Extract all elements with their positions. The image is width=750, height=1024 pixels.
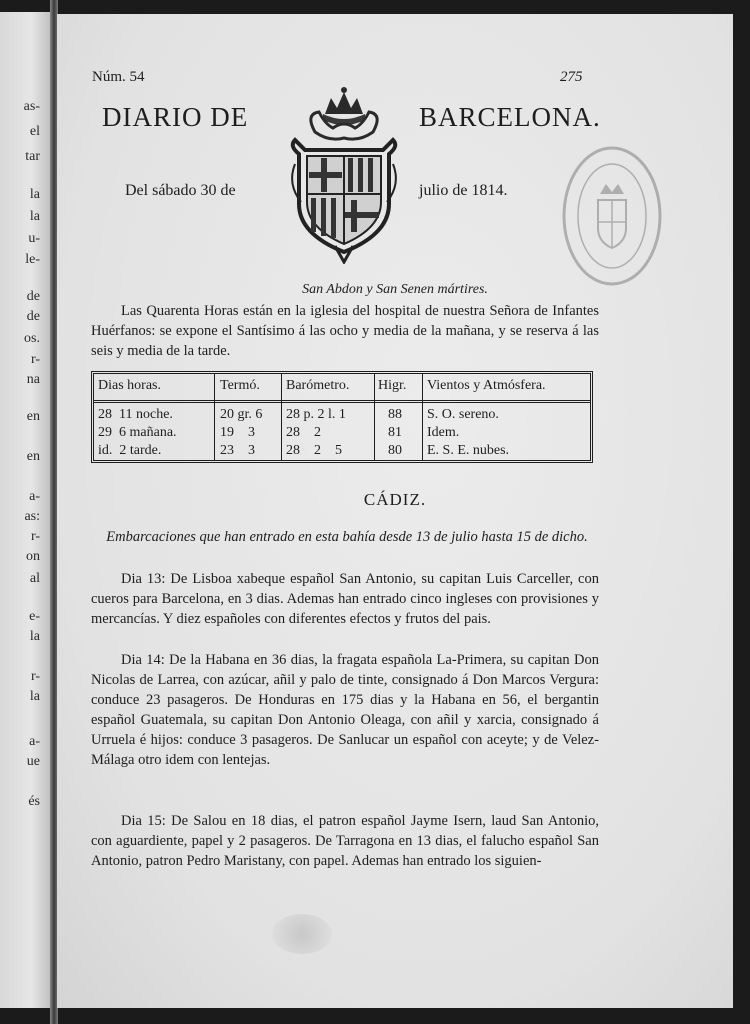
table-cell: Idem. bbox=[427, 425, 460, 440]
weather-header-thermo: Termó. bbox=[220, 378, 260, 393]
masthead-title-left: DIARIO DE bbox=[102, 102, 249, 132]
left-page-fragment: al bbox=[29, 571, 40, 586]
left-page-fragment: el bbox=[29, 124, 40, 139]
weather-header-days: Dias horas. bbox=[98, 378, 161, 393]
left-page-fragment: on bbox=[26, 549, 40, 564]
date-left: Del sábado 30 de bbox=[125, 182, 236, 199]
masthead-title-right: BARCELONA. bbox=[419, 102, 601, 132]
newspaper-page bbox=[57, 14, 733, 1008]
table-cell: 19 3 bbox=[220, 425, 255, 440]
left-page-fragment: de bbox=[26, 309, 40, 324]
weather-header-winds: Vientos y Atmósfera. bbox=[427, 378, 546, 393]
table-cell: id. 2 tarde. bbox=[98, 443, 162, 458]
left-page-fragment: r- bbox=[30, 529, 40, 544]
left-page-fragment: la bbox=[29, 209, 40, 224]
left-page-fragment: la bbox=[29, 187, 40, 202]
table-cell: 88 bbox=[388, 407, 402, 422]
table-cell: 80 bbox=[388, 443, 402, 458]
date-right: julio de 1814. bbox=[419, 182, 508, 199]
weather-header-barometer: Barómetro. bbox=[286, 378, 350, 393]
section-subtitle: Embarcaciones que han entrado en esta bahía desde 13 de julio hasta 15 de dicho. bbox=[106, 529, 588, 545]
table-cell: 28 11 noche. bbox=[98, 407, 173, 422]
paragraph-quarenta-horas: Las Quarenta Horas están en la iglesia del hospital de nuestra Señora de Infantes Huérfanos: se expone el Santísimo á las ocho y media de la mañana, y se reserva á las seis y media de la tarde. bbox=[91, 303, 599, 359]
left-page-fragment: en bbox=[26, 449, 40, 464]
table-cell: 29 6 mañana. bbox=[98, 425, 177, 440]
left-page-fragment: a- bbox=[29, 489, 40, 504]
left-page-fragment: en bbox=[26, 409, 40, 424]
left-page-fragment: os. bbox=[24, 331, 40, 346]
left-page-fragment: tar bbox=[25, 149, 40, 164]
left-page-fragment: ue bbox=[26, 754, 40, 769]
paragraph-dia-13: Dia 13: De Lisboa xabeque español San Antonio, su capitan Luis Carceller, con cueros para Barcelona, en 3 dias. Ademas han entrado cinco ingleses con provisiones y mercancías. Y diez españoles con diferentes efectos y frutos del pais. bbox=[91, 571, 599, 627]
left-page-fragment: la bbox=[29, 629, 40, 644]
ink-smudge bbox=[272, 914, 332, 954]
paragraph-dia-14: Dia 14: De la Habana en 36 dias, la fragata española La-Primera, su capitan Don Nicolas de Larrea, con azúcar, añil y palo de tinte, consignado á Don Marcos Vergura: conduce 23 pasageros. De Honduras en 175 dias y la Habana en 56, el bergantin español Guatemala, su capitan Don Antonio Oleaga, con añil y xarcia, consignado á Urruela é hijos: conduce 3 pasageros. De Sanlucar un español con aceyte; y de Velez-Málaga otro idem con lentejas. bbox=[91, 652, 599, 768]
table-cell: E. S. E. nubes. bbox=[427, 443, 510, 458]
left-page-fragment: és bbox=[28, 794, 40, 809]
table-cell: 28 2 5 bbox=[286, 443, 342, 458]
saints-of-the-day: San Abdon y San Senen mártires. bbox=[302, 282, 488, 297]
left-page-fragment: a- bbox=[29, 734, 40, 749]
left-page-fragment: as- bbox=[23, 99, 40, 114]
paragraph-dia-15: Dia 15: De Salou en 18 dias, el patron español Jayme Isern, laud San Antonio, con aguardiente, papel y 2 pasageros. De Tarragona en 13 dias, el falucho español San Antonio, patron Pedro Maristany, con papel. Ademas han entrado los siguien- bbox=[91, 813, 599, 869]
issue-number: Núm. 54 bbox=[92, 69, 145, 85]
left-page-fragment: na bbox=[26, 372, 40, 387]
library-stamp-icon bbox=[560, 144, 664, 288]
table-cell: 28 p. 2 l. 1 bbox=[286, 407, 346, 422]
page-number: 275 bbox=[560, 69, 583, 85]
left-page-fragment: r- bbox=[30, 352, 40, 367]
weather-header-hygro: Higr. bbox=[378, 378, 407, 393]
left-page-fragment: as: bbox=[24, 509, 40, 524]
section-title-cadiz: CÁDIZ. bbox=[363, 490, 427, 509]
left-page-fragment: e- bbox=[29, 609, 40, 624]
table-cell: 20 gr. 6 bbox=[220, 407, 263, 422]
left-page-fragment: de bbox=[26, 289, 40, 304]
left-page-fragment: r- bbox=[30, 669, 40, 684]
left-page-fragment: u- bbox=[28, 231, 40, 246]
table-cell: 81 bbox=[388, 425, 402, 440]
table-cell: 28 2 bbox=[286, 425, 321, 440]
table-cell: S. O. sereno. bbox=[427, 407, 499, 422]
left-page-fragment: la bbox=[29, 689, 40, 704]
barcelona-coat-of-arms-icon bbox=[285, 84, 403, 264]
table-cell: 23 3 bbox=[220, 443, 255, 458]
weather-table bbox=[91, 371, 593, 463]
left-page-edge bbox=[0, 12, 52, 1008]
left-page-fragment: le- bbox=[25, 252, 40, 267]
